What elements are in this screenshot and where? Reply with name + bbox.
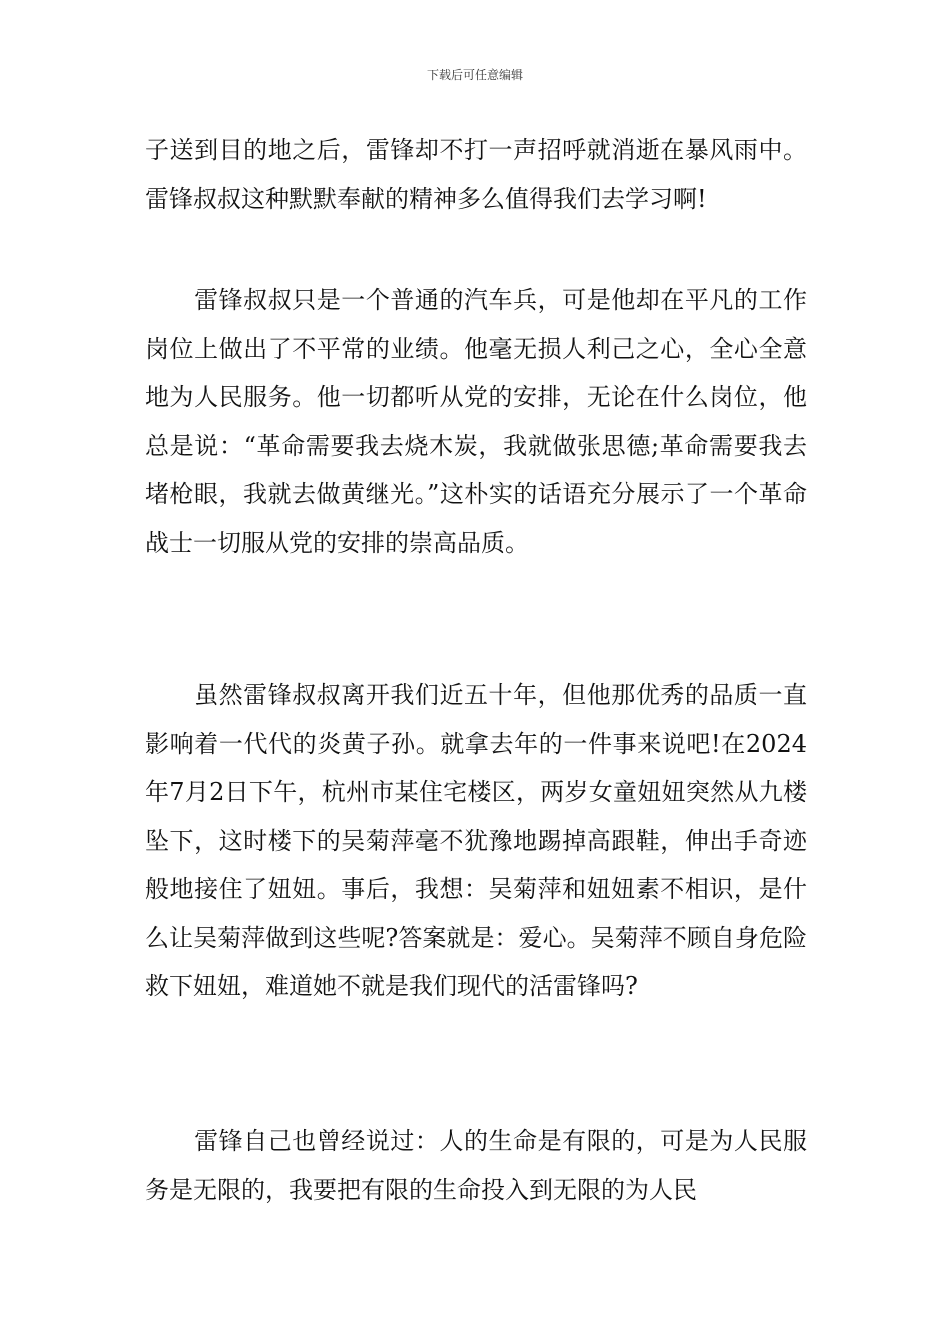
paragraph-2: 雷锋叔叔只是一个普通的汽车兵，可是他却在平凡的工作岗位上做出了不平常的业绩。他毫无损人利己之心，全心全意地为人民服务。他一切都听从党的安排，无论在什么岗位，他总是说：“革命需要我去烧木炭，我就做张思德;革命需要我去堵枪眼，我就去做黄继光。”这朴实的话语充分展示了一个革命战士一切服从党的安排的崇高品质。 — [145, 286, 807, 557]
paragraph-4: 雷锋自己也曾经说过：人的生命是有限的，可是为人民服务是无限的，我要把有限的生命投入到无限的为人民 — [145, 1127, 807, 1204]
paragraph-3: 虽然雷锋叔叔离开我们近五十年，但他那优秀的品质一直影响着一代代的炎黄子孙。就拿去年的一件事来说吧!在2024年7月2日下午，杭州市某住宅楼区，两岁女童妞妞突然从九楼坠下，这时楼下的吴菊萍毫不犹豫地踢掉高跟鞋，伸出手奇迹般地接住了妞妞。事后，我想：吴菊萍和妞妞素不相识，是什么让吴菊萍做到这些呢?答案就是：爱心。吴菊萍不顾自身危险救下妞妞，难道她不就是我们现代的活雷锋吗? — [145, 681, 807, 1000]
paragraph-1: 子送到目的地之后，雷锋却不打一声招呼就消逝在暴风雨中。雷锋叔叔这种默默奉献的精神多么值得我们去学习啊! — [145, 136, 807, 213]
header-note: 下载后可任意编辑 — [426, 68, 523, 82]
